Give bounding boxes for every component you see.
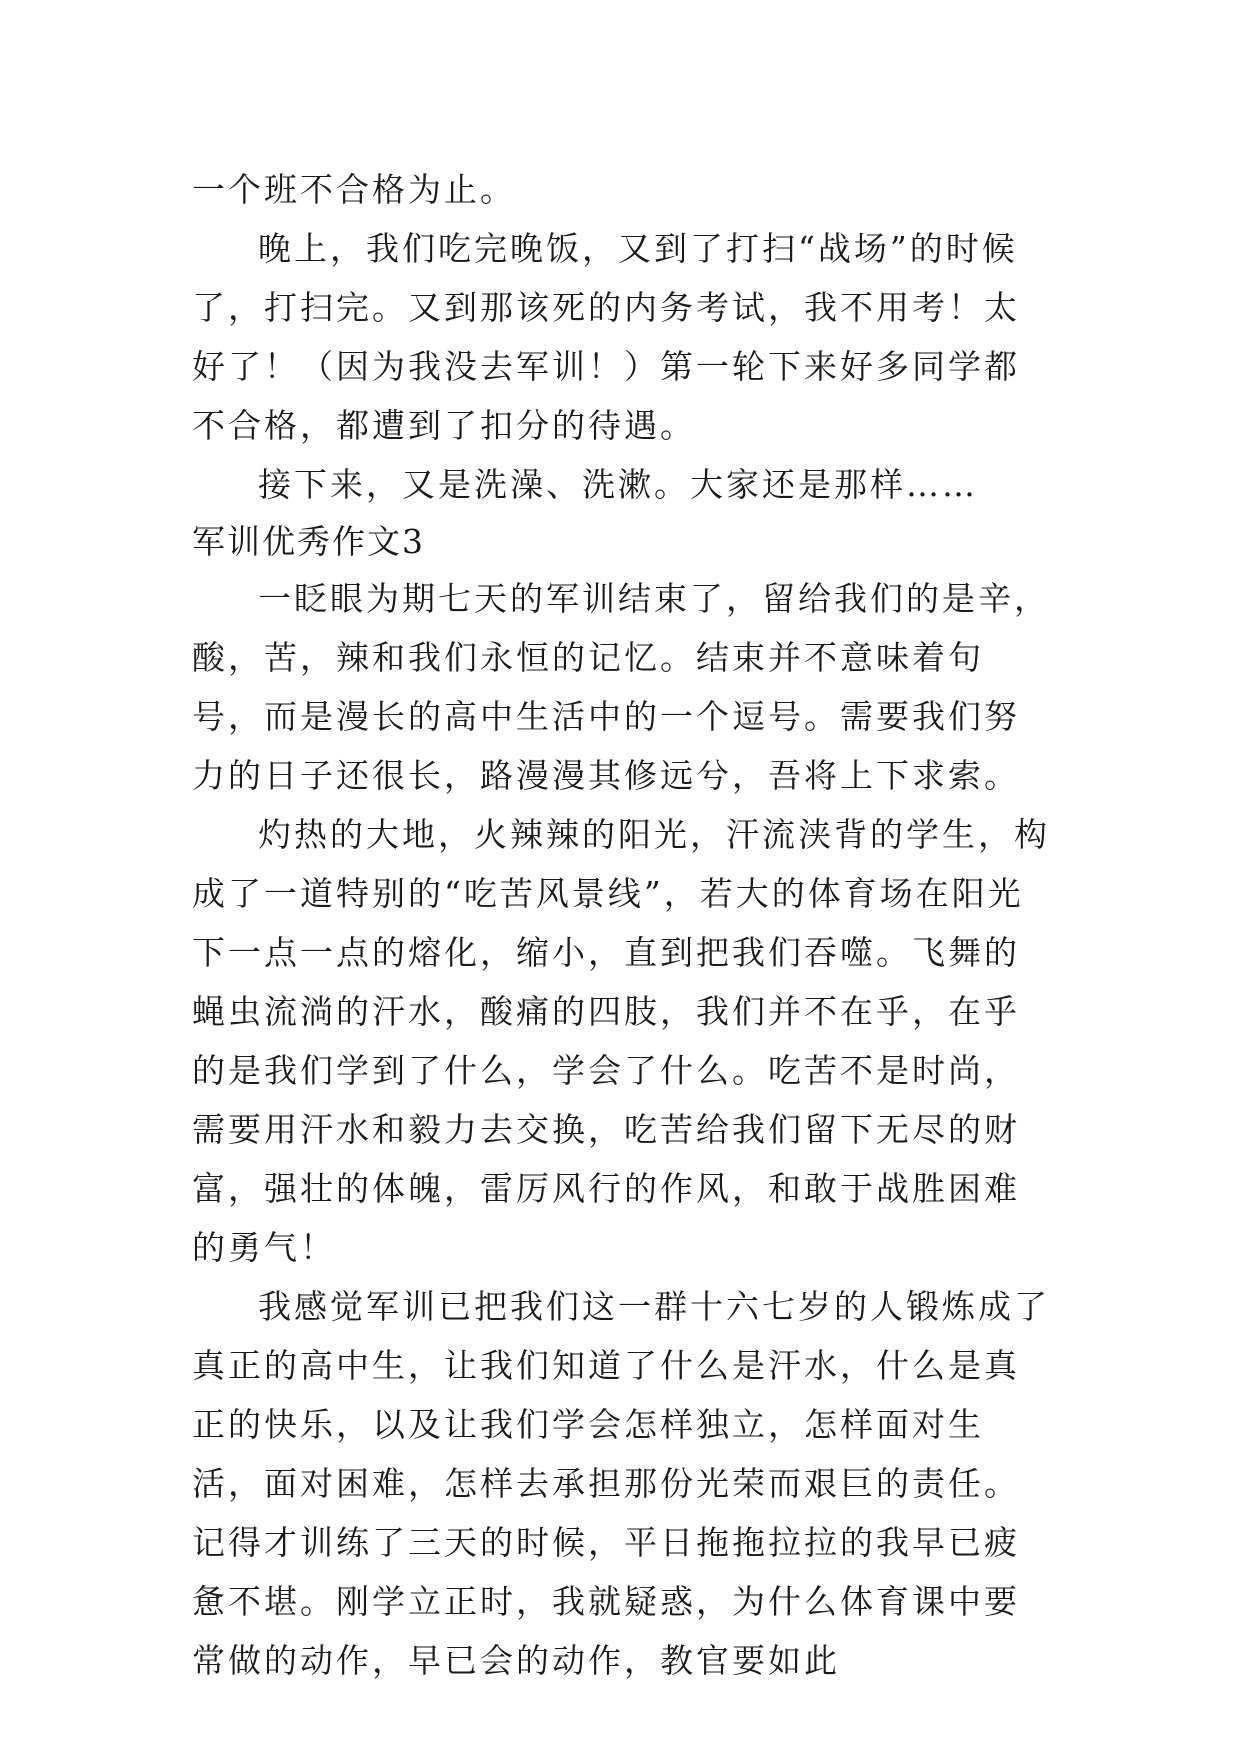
paragraph: 一个班不合格为止。 (192, 170, 516, 209)
paragraph: 晚上，我们吃完晚饭，又到了打扫“战场”的时候了，打扫完。又到那该死的内务考试，我不用考！太好了！（因为我没去军训！）第一轮下来好多同学都不合格，都遭到了扣分的待遇。 (192, 229, 1020, 445)
document-body (192, 160, 1052, 1690)
paragraph: 灼热的大地，火辣辣的阳光，汗流浃背的学生，构成了一道特别的“吃苦风景线”，若大的体育场在阳光下一点一点的熔化，缩小，直到把我们吞噬。飞舞的蝇虫流淌的汗水，酸痛的四肢，我们并不在乎，在乎的是我们学到了什么，学会了什么。吃苦不是时尚，需要用汗水和毅力去交换，吃苦给我们留下无尽的财富，强壮的体魄，雷厉风行的作风，和敢于战胜困难的勇气！ (192, 815, 1050, 1267)
essay-title: 军训优秀作文3 (192, 522, 425, 561)
paragraph: 一眨眼为期七天的军训结束了，留给我们的是辛，酸，苦，辣和我们永恒的记忆。结束并不意味着句号，而是漫长的高中生活中的一个逗号。需要我们努力的日子还很长，路漫漫其修远兮，吾将上下求索。 (192, 579, 1050, 795)
paragraph: 接下来，又是洗澡、洗漱。大家还是那样…… (258, 465, 978, 504)
paragraph: 我感觉军训已把我们这一群十六七岁的人锻炼成了真正的高中生，让我们知道了什么是汗水，什么是真正的快乐，以及让我们学会怎样独立，怎样面对生活，面对困难，怎样去承担那份光荣而艰巨的责任。记得才训练了三天的时候，平日拖拖拉拉的我早已疲惫不堪。刚学立正时，我就疑惑，为什么体育课中要常做的动作，早已会的动作，教官要如此 (192, 1287, 1050, 1680)
